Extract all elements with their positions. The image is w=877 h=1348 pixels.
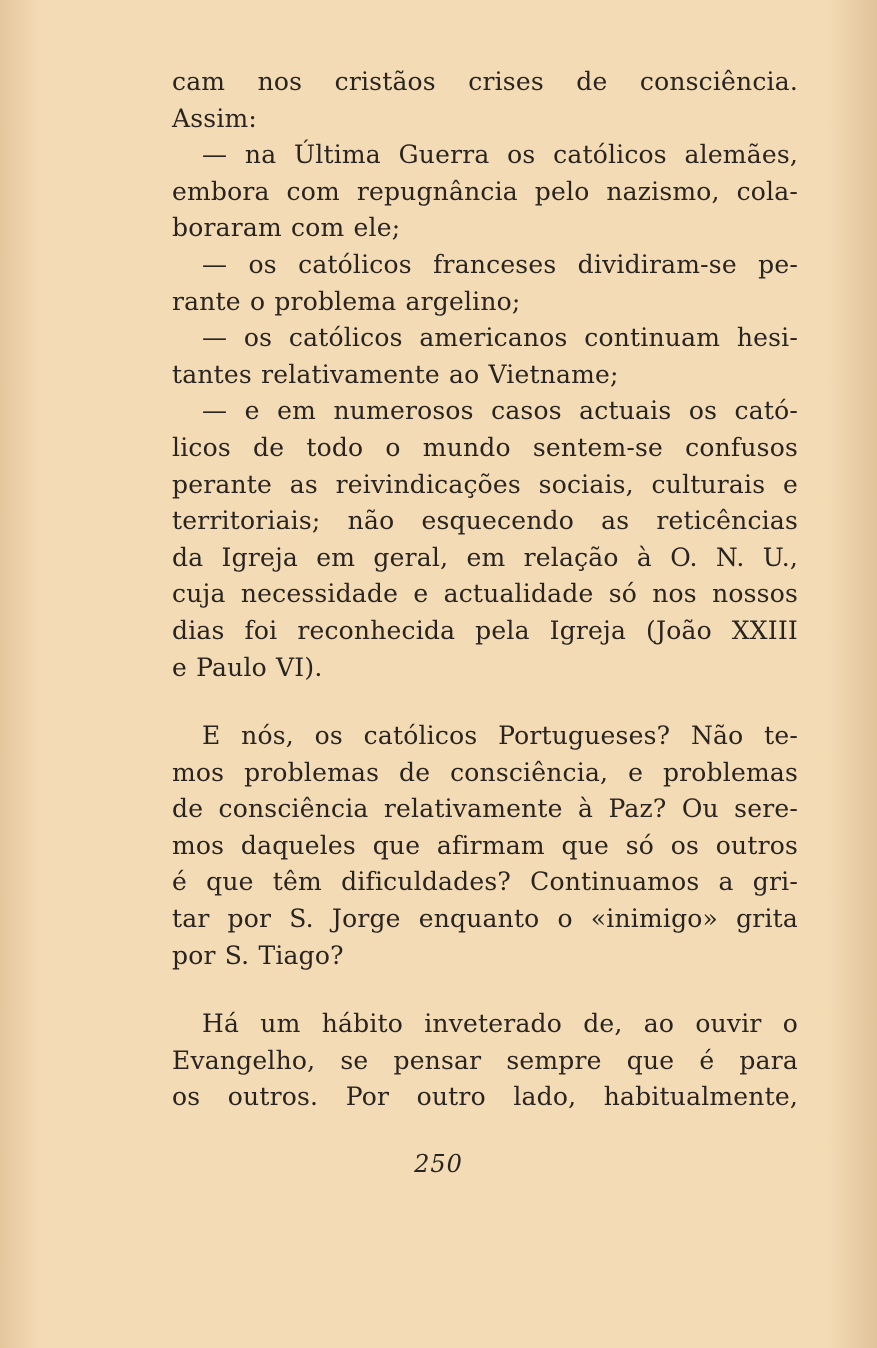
text-line: — os católicos franceses dividiram-se pe- xyxy=(202,249,798,279)
text-line: da Igreja em geral, em relação à O. N. U., xyxy=(172,542,798,572)
text-line: boraram com ele; xyxy=(172,213,401,243)
text-line: Assim: xyxy=(172,103,258,133)
paragraph-gap xyxy=(172,686,798,718)
text-line: territoriais; não esquecendo as reticências xyxy=(172,506,798,536)
text-line: tantes relativamente ao Vietname; xyxy=(172,359,619,389)
text-line: e Paulo VI). xyxy=(172,652,323,682)
text-line: — e em numerosos casos actuais os cató- xyxy=(202,396,798,426)
text-line: cuja necessidade e actualidade só nos nossos xyxy=(172,579,798,609)
text-line: perante as reivindicações sociais, culturais e xyxy=(172,469,798,499)
text-line: E nós, os católicos Portugueses? Não te- xyxy=(202,721,798,751)
text-line: mos daqueles que afirmam que só os outros xyxy=(172,830,798,860)
text-line: licos de todo o mundo sentem-se confusos xyxy=(172,432,798,462)
text-line: Há um hábito inveterado de, ao ouvir o xyxy=(202,1009,798,1039)
text-line: cam nos cristãos crises de consciência. xyxy=(172,67,798,96)
text-line: embora com repugnância pelo nazismo, cola- xyxy=(172,176,798,206)
text-line: rante o problema argelino; xyxy=(172,286,521,316)
text-line: é que têm dificuldades? Continuamos a gri- xyxy=(172,867,798,897)
text-line: os outros. Por outro lado, habitualmente, xyxy=(172,1082,798,1112)
text-line: por S. Tiago? xyxy=(172,940,344,970)
text-line: — os católicos americanos continuam hesi- xyxy=(202,323,798,353)
paragraph-gap xyxy=(172,974,798,1006)
text-line: Evangelho, se pensar sempre que é para xyxy=(172,1045,798,1075)
text-line: tar por S. Jorge enquanto o «inimigo» grita xyxy=(172,904,798,934)
page-number: 250 xyxy=(414,1150,463,1178)
text-line: de consciência relativamente à Paz? Ou sere- xyxy=(172,794,798,824)
text-line: mos problemas de consciência, e problemas xyxy=(172,757,798,787)
page-text xyxy=(172,64,798,1116)
text-line: dias foi reconhecida pela Igreja (João XXIII xyxy=(172,615,798,645)
text-line: — na Última Guerra os católicos alemães, xyxy=(202,140,798,170)
